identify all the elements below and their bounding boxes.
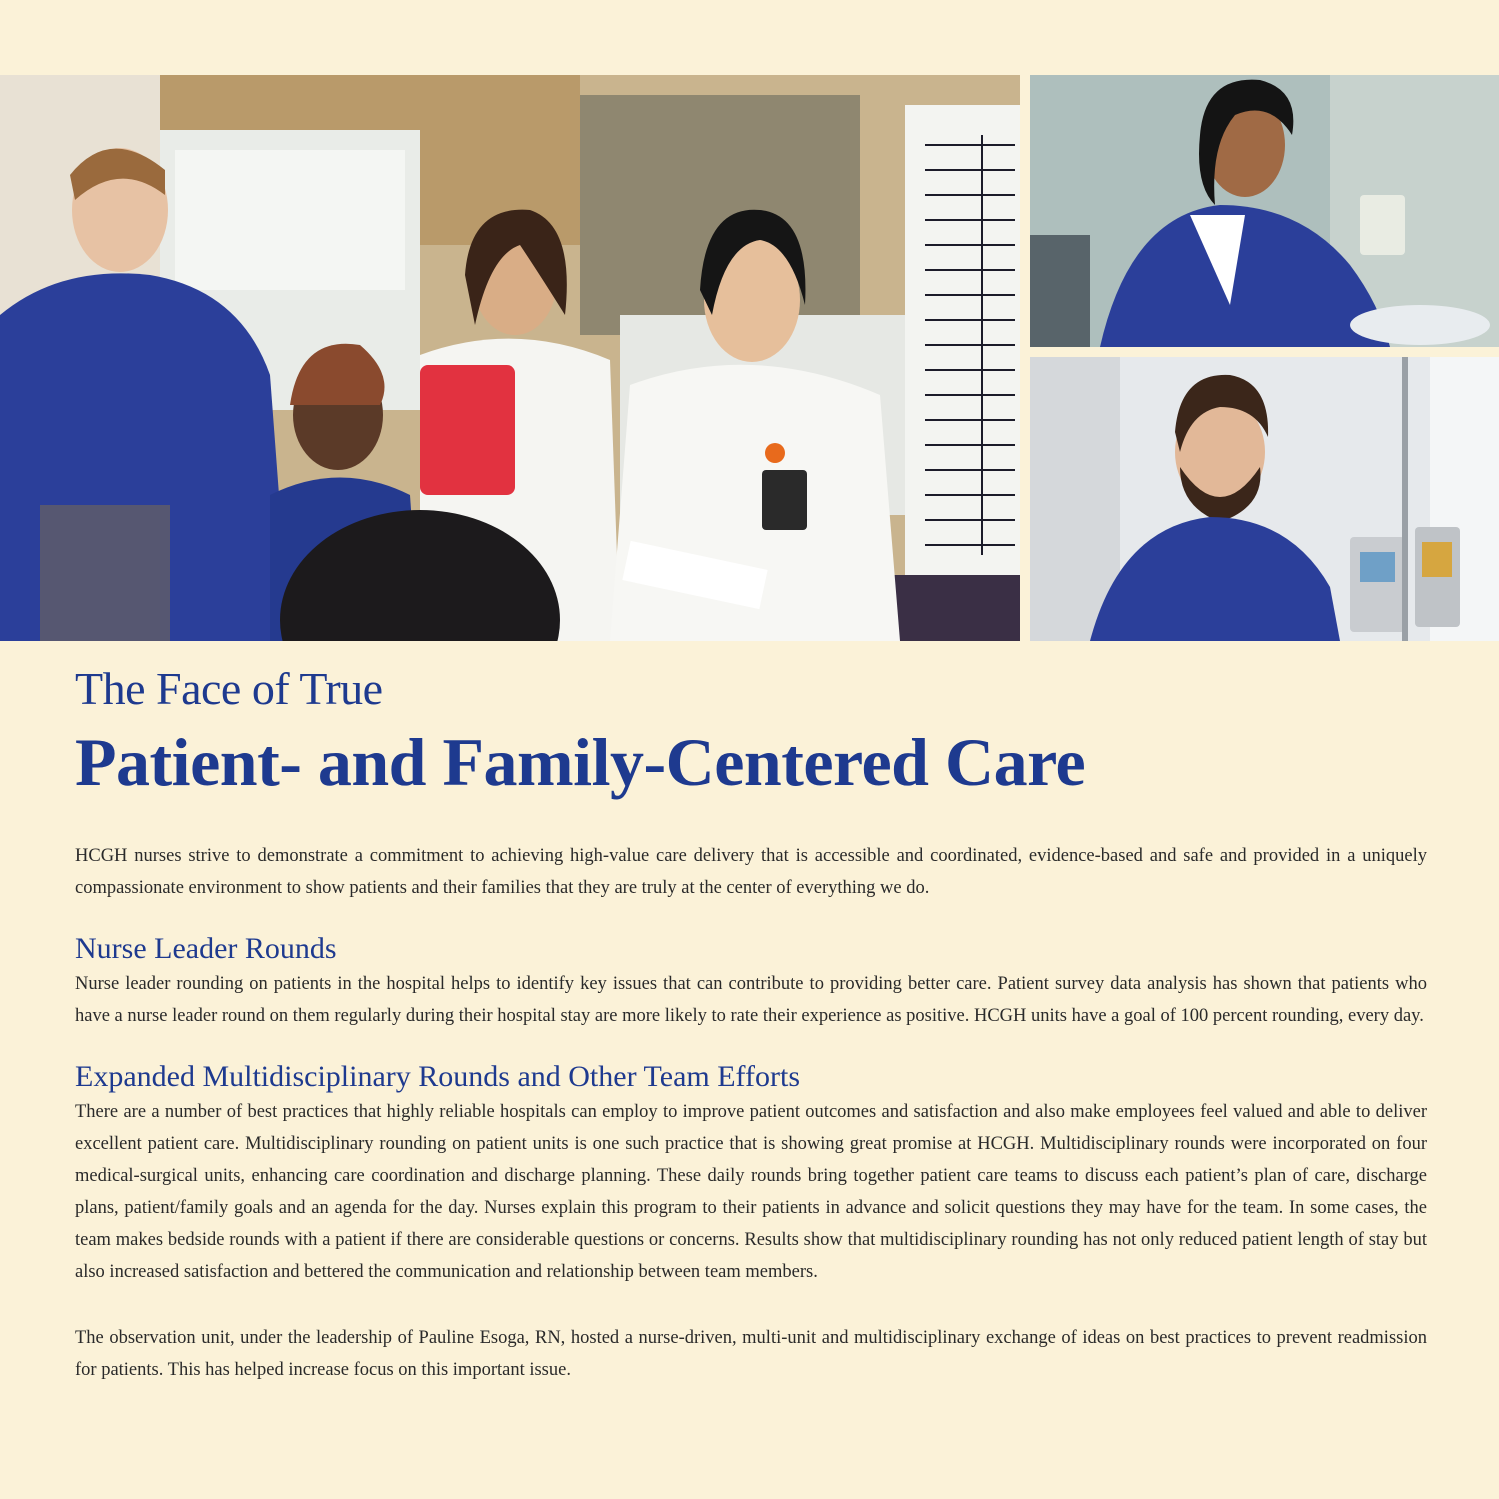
section-heading-nurse-leader-rounds: Nurse Leader Rounds [75,932,337,965]
section-paragraph: Nurse leader rounding on patients in the hospital helps to identify key issues that can contribute to providing better care. Patient survey data analysis has shown that patients who have a nurse leader round on them regularly during their hospital stay are more likely to rate their experience as positive. HCGH units have a goal of 100 percent rounding, every day. [75,974,1427,1026]
section-paragraph: The observation unit, under the leadership of Pauline Esoga, RN, hosted a nurse-driven, multi-unit and multidisciplinary exchange of ideas on best practices to prevent readmission for patients. This has helped increase focus on this important issue. [75,1328,1427,1380]
team-meeting-photo [0,75,1020,641]
page-title-line2: Patient- and Family-Centered Care [75,724,1086,800]
page-title-line1: The Face of True [75,663,383,714]
nurse-workstation-photo [1030,75,1499,347]
nurse-iv-pump-photo [1030,357,1499,641]
intro-paragraph: HCGH nurses strive to demonstrate a commitment to achieving high-value care delivery that is accessible and coordinated, evidence-based and safe and provided in a uniquely compassionate environment to show patients and their families that they are truly at the center of everything we do. [75,846,1427,898]
section-paragraph: There are a number of best practices that highly reliable hospitals can employ to improve patient outcomes and satisfaction and also make employees feel valued and able to deliver excellent patient care. Multidisciplinary rounding on patient units is one such practice that is showing great promise at HCGH. Multidisciplinary rounds were incorporated on four medical-surgical units, enhancing care coordination and discharge planning. These daily rounds bring together patient care teams to discuss each patient’s plan of care, discharge plans, patient/family goals and an agenda for the day. Nurses explain this program to their patients in advance and solicit questions they may have for the team. In some cases, the team makes bedside rounds with a patient if there are considerable questions or concerns. Results show that multidisciplinary rounding has not only reduced patient length of stay but also increased satisfaction and bettered the communication and relationship between team members. [75,1102,1427,1282]
article [75,658,1427,1386]
section-heading-multidisciplinary-rounds: Expanded Multidisciplinary Rounds and Other Team Efforts [75,1060,800,1093]
